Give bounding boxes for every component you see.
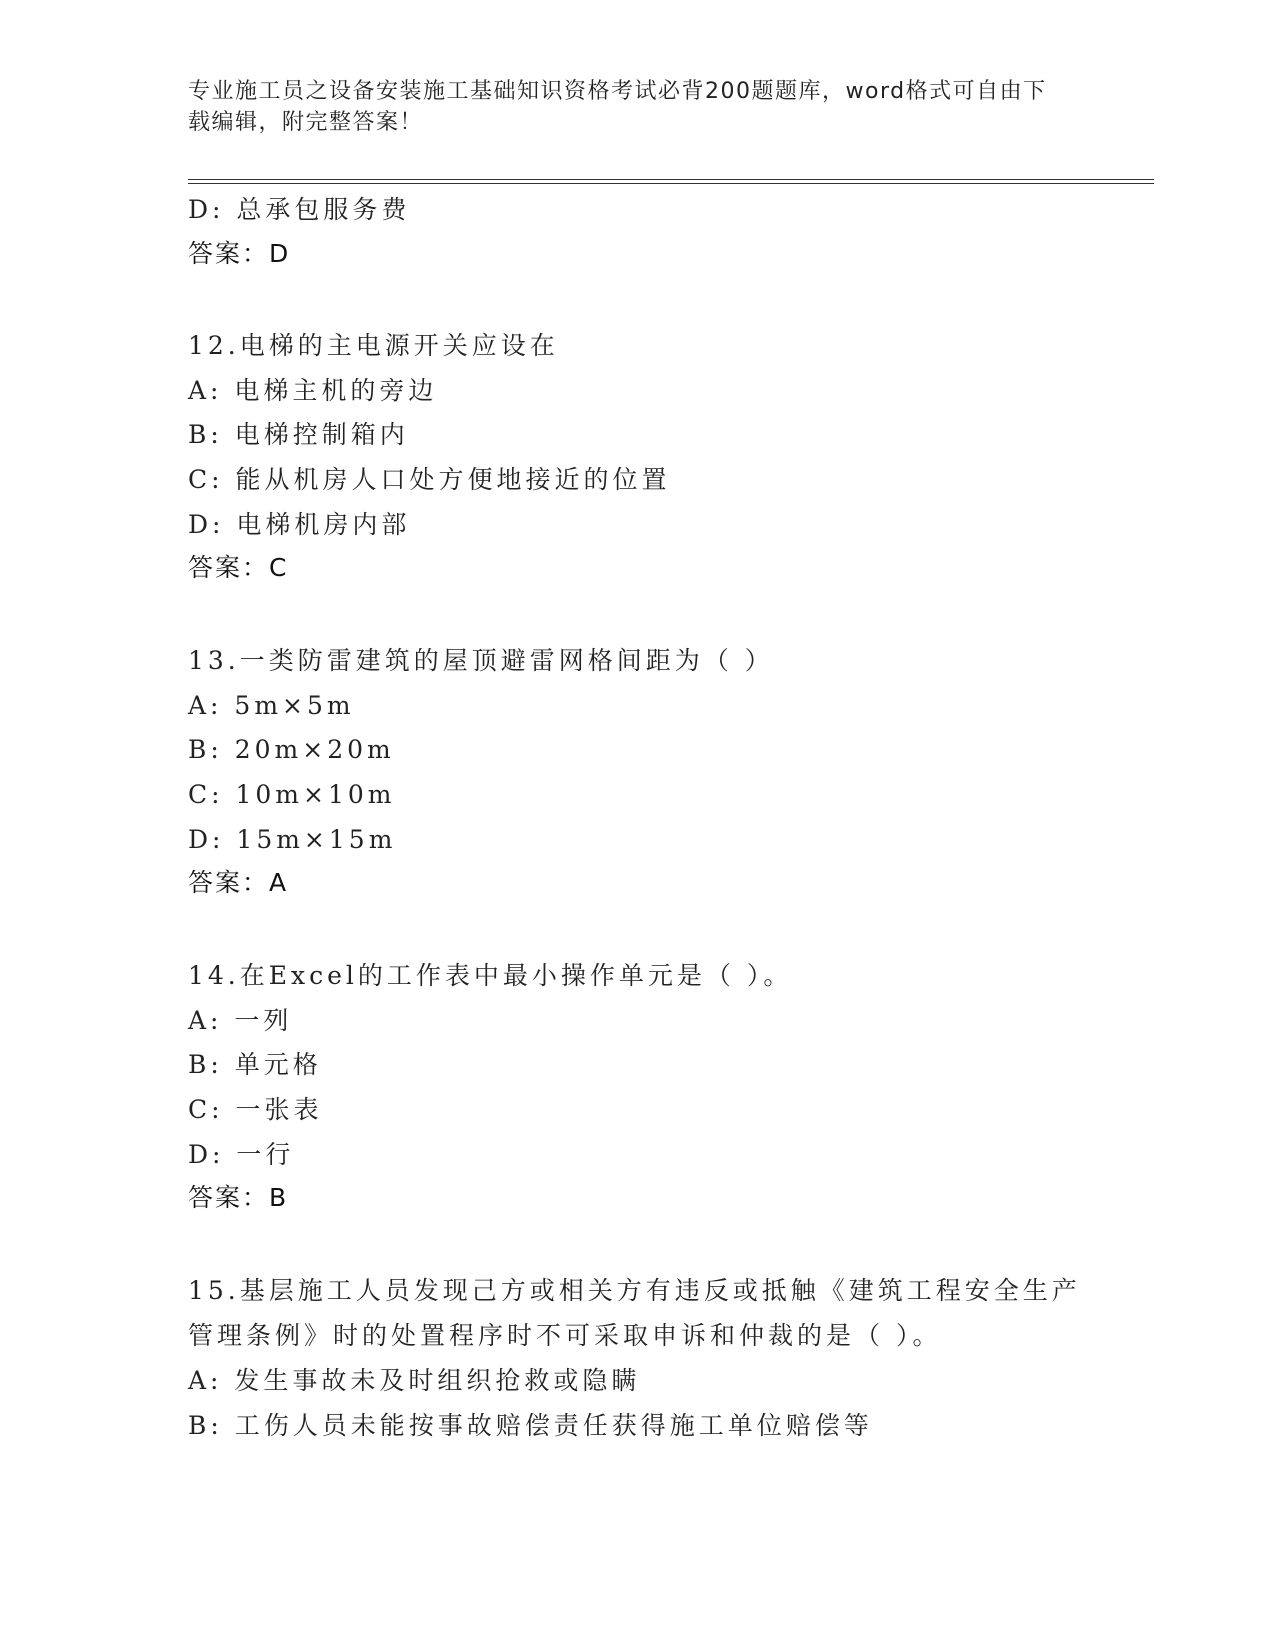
q12-option-d: D: 电梯机房内部 (188, 510, 411, 539)
q13-option-c: C: 10m×10m (188, 780, 396, 809)
q14-option-c: C: 一张表 (188, 1095, 323, 1124)
q14-option-d: D: 一行 (188, 1140, 295, 1169)
q14-option-a: A: 一列 (188, 1006, 293, 1035)
q13-option-a: A: 5m×5m (188, 691, 355, 720)
q13-option-b: B: 20m×20m (188, 735, 395, 764)
q14-option-b: B: 单元格 (188, 1050, 322, 1079)
q11-answer: 答案：D (188, 239, 291, 268)
q12-option-c: C: 能从机房人口处方便地接近的位置 (188, 465, 671, 494)
q13-option-d: D: 15m×15m (188, 825, 397, 854)
header-rule-top (188, 179, 1154, 180)
q12-option-a: A: 电梯主机的旁边 (188, 376, 438, 405)
document-header: 专业施工员之设备安装施工基础知识资格考试必背200题题库，word格式可自由下载编辑，附完整答案！ (188, 79, 1047, 135)
q13-answer: 答案：A (188, 868, 289, 897)
q15-stem-line-2: 管理条例》时的处置程序时不可采取申诉和仲裁的是（ ）。 (188, 1321, 942, 1350)
header-rule-bottom (188, 183, 1154, 184)
q13-stem: 13.一类防雷建筑的屋顶避雷网格间距为（ ） (188, 646, 774, 675)
q12-stem: 12.电梯的主电源开关应设在 (188, 331, 559, 360)
q15-option-b: B: 工伤人员未能按事故赔偿责任获得施工单位赔偿等 (188, 1411, 873, 1440)
q12-option-b: B: 电梯控制箱内 (188, 420, 409, 449)
q12-answer: 答案：C (188, 553, 289, 582)
q14-answer: 答案：B (188, 1183, 289, 1212)
q15-option-a: A: 发生事故未及时组织抢救或隐瞒 (188, 1366, 641, 1395)
q14-stem: 14.在Excel的工作表中最小操作单元是（ ）。 (188, 961, 793, 990)
q11-option-d: D: 总承包服务费 (188, 195, 411, 224)
q15-stem-line-1: 15.基层施工人员发现己方或相关方有违反或抵触《建筑工程安全生产 (188, 1276, 1081, 1305)
